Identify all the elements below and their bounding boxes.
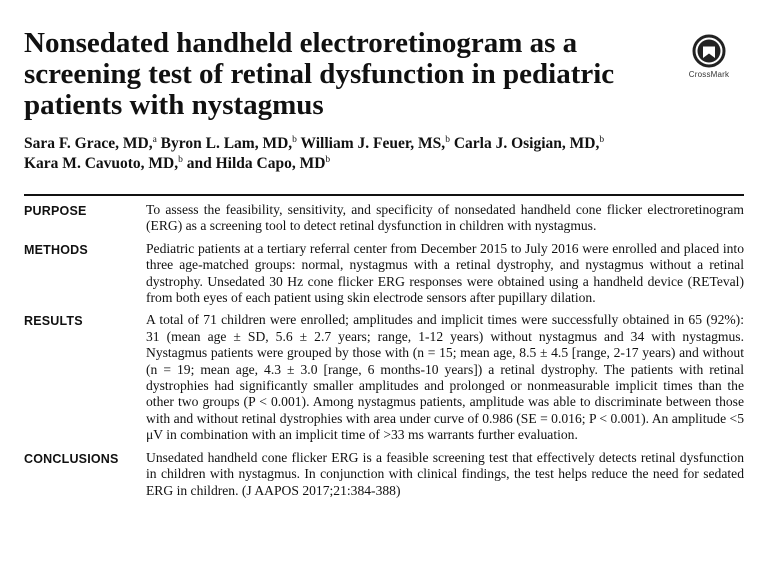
crossmark-icon: [692, 34, 726, 68]
section-methods: [24, 241, 744, 307]
crossmark-badge[interactable]: [681, 34, 737, 79]
author: Kara M. Cavuoto, MD,$^b$: [24, 155, 183, 172]
section-label: METHODS: [24, 242, 88, 257]
section-text: A total of 71 children were enrolled; amplitudes and implicit times were successfully obtained in 65 (92%): 31 (mean age ± SD, 5.6 ± 2.7 years; range, 1-12 years) without nystagmus and 34 with nystagmus. Nystagmus patients were grouped by those with (n = 15; mean age, 8.5 ± 4.5 [range, 2-17 years) and without (n = 19; mean age, 4.3 ± 3.0 [range, 6 months-10 years]) a retinal dystrophy. The patients with retinal dystrophies had significantly smaller amplitudes and prolonged or nonmeasurable implicit times than the other two groups (P < 0.001). Among nystagmus patients, amplitude was able to discriminate between those with and without retinal dystrophies with area under curve of 0.986 (SE = 0.016; P < 0.001). An amplitude <5 μV in combination with an implicit time of >33 ms warrants further evaluation.: [146, 312, 744, 443]
section-label: RESULTS: [24, 314, 83, 329]
section-text: Unsedated handheld cone flicker ERG is a feasible screening test that effectively detects retinal dysfunction in children with nystagmus. In conjunction with clinical findings, the test helps reduce the need for sedated ERG in children. (J AAPOS 2017;21:384-388): [146, 449, 744, 498]
author: Carla J. Osigian, MD,$^b$: [453, 135, 605, 152]
author-list: [24, 134, 744, 174]
author: Byron L. Lam, MD,$^b$: [160, 135, 297, 152]
author: and Hilda Capo, $MD^b$: [186, 155, 331, 172]
abstract: [24, 202, 744, 505]
author: Sara F. Grace, MD,$^a$: [24, 135, 157, 152]
divider: [24, 194, 744, 196]
section-text: Pediatric patients at a tertiary referral center from December 2015 to July 2016 were enrolled and placed into three age-matched groups: normal, nystagmus with a retinal dystrophy, and nystagmus without a retinal dystrophy. Unsedated 30 Hz cone flicker ERG responses were obtained using a handheld device (RETeval) from both eyes of each patient using skin electrode sensors after pupillary dilation.: [146, 240, 744, 306]
section-results: [24, 312, 744, 443]
section-label: PURPOSE: [24, 204, 87, 218]
section-text: To assess the feasibility, sensitivity, and specificity of nonsedated handheld cone flicker electroretinogram (ERG) as a screening tool to detect retinal dysfunction in children with nystagmus.: [146, 202, 744, 234]
author: William J. Feuer, MS,$^b$: [300, 135, 450, 152]
section-label: CONCLUSIONS: [24, 451, 119, 466]
article-title: Nonsedated handheld electroretinogram as a screening test of retinal dysfunction in pediatric patients with nystagmus: [24, 27, 615, 121]
section-purpose: [24, 202, 744, 235]
crossmark-label: CrossMark: [688, 70, 730, 79]
section-conclusions: [24, 450, 744, 499]
